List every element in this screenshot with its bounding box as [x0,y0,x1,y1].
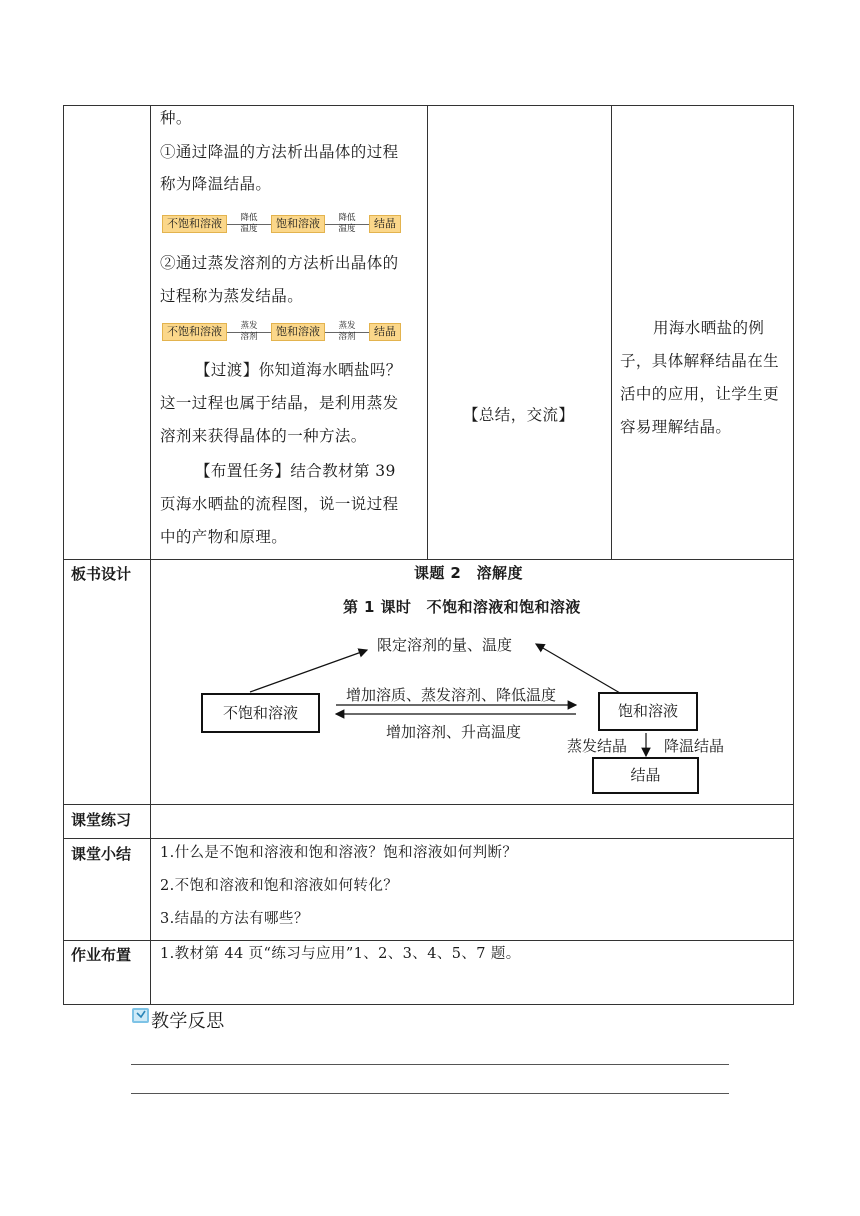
row-divider-practice [63,804,794,805]
teaching-line-5: 过程称为蒸发结晶。 [160,287,304,305]
col-divider-2 [611,105,612,559]
summary-item-3: 3.结晶的方法有哪些？ [160,911,309,927]
crystallization-box: 结晶 [592,757,699,794]
teaching-line-9: 【布置任务】结合教材第 39 [195,462,396,480]
summary-item-1: 1.什么是不饱和溶液和饱和溶液？饱和溶液如何判断？ [160,845,518,861]
teaching-line-1: 种。 [160,109,192,127]
flow-box-saturated: 饱和溶液 [271,215,325,233]
reflection-title: 教学反思 [151,1011,225,1032]
cooling-crystallization-flow [162,213,401,234]
col-divider-1 [427,105,428,559]
evaporation-crystallization-flow [162,321,401,342]
board-design-label: 板书设计 [71,565,132,583]
table-right-border [793,105,794,1005]
intent-line-3: 活中的应用，让学生更 [620,385,780,403]
limit-condition-text: 限定溶剂的量、温度 [377,636,513,654]
teaching-line-7: 这一过程也属于结晶，是利用蒸发 [160,394,399,412]
row-divider-homework [63,940,794,941]
teaching-line-8: 溶剂来获得晶体的一种方法。 [160,427,367,445]
teaching-line-6: 【过渡】你知道海水晒盐吗？ [195,361,402,379]
reflection-line-1 [131,1064,729,1065]
board-title: 课题 2 溶解度 [414,564,523,582]
table-top-border [63,105,794,106]
teaching-line-4: ②通过蒸发溶剂的方法析出晶体的 [160,254,399,272]
forward-condition-text: 增加溶质、蒸发溶剂、降低温度 [346,686,557,704]
flow-connector: 降低 温度 [325,214,369,234]
teaching-line-11: 中的产物和原理。 [160,528,288,546]
row-divider-board [63,559,794,560]
homework-text: 1.教材第 44 页“练习与应用”1、2、3、4、5、7 题。 [160,946,521,962]
practice-label: 课堂练习 [71,811,132,829]
homework-label: 作业布置 [71,946,132,964]
teaching-line-2: ①通过降温的方法析出晶体的过程 [160,143,399,161]
teaching-line-3: 称为降温结晶。 [160,175,272,193]
table-bottom-border [63,1004,794,1005]
flow-box-crystal: 结晶 [369,215,401,233]
label-column-divider [150,105,151,1005]
row-divider-summary [63,838,794,839]
intent-line-4: 容易理解结晶。 [620,418,732,436]
summary-item-2: 2.不饱和溶液和饱和溶液如何转化？ [160,878,399,894]
flow-box-unsaturated: 不饱和溶液 [162,323,227,341]
board-subtitle: 第 1 课时 不饱和溶液和饱和溶液 [343,598,581,616]
student-activity-text: 【总结，交流】 [463,406,575,424]
intent-line-1: 用海水晒盐的例 [653,319,765,337]
flow-connector: 蒸发 溶剂 [325,322,369,342]
summary-label: 课堂小结 [71,845,132,863]
flow-box-unsaturated: 不饱和溶液 [162,215,227,233]
teaching-line-10: 页海水晒盐的流程图，说一说过程 [160,495,399,513]
flow-box-saturated: 饱和溶液 [271,323,325,341]
unsaturated-solution-box: 不饱和溶液 [201,693,320,733]
cooling-crystallization-text: 降温结晶 [664,737,725,755]
flow-connector: 蒸发 溶剂 [227,322,271,342]
backward-condition-text: 增加溶剂、升高温度 [386,723,522,741]
table-left-border [63,105,64,1005]
evaporation-crystallization-text: 蒸发结晶 [567,737,628,755]
teaching-reflection-icon [131,1005,151,1025]
flow-box-crystal: 结晶 [369,323,401,341]
saturated-solution-box: 饱和溶液 [598,692,698,731]
flow-connector: 降低 温度 [227,214,271,234]
reflection-line-2 [131,1093,729,1094]
intent-line-2: 子，具体解释结晶在生 [620,352,780,370]
